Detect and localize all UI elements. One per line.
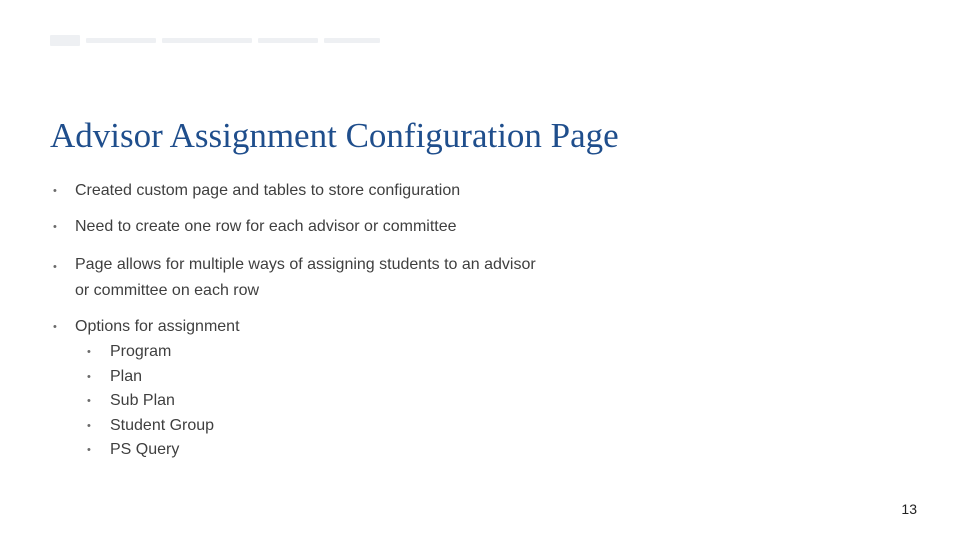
bullet-dot-icon: • (53, 185, 57, 197)
slide-title: Advisor Assignment Configuration Page (50, 116, 619, 155)
sub-bullet-item (75, 414, 613, 439)
sub-bullet-item (75, 389, 613, 414)
sub-bullet-text: Program (110, 343, 172, 360)
bullet-dot-icon: • (87, 444, 91, 456)
bullet-text: Created custom page and tables to store configuration (75, 182, 461, 199)
page-number: 13 (901, 501, 917, 517)
sub-bullet-list (75, 340, 613, 463)
sub-bullet-text: Student Group (110, 416, 215, 434)
sub-bullet-text: Plan (110, 367, 143, 385)
faded-logo-mark-icon (50, 34, 380, 48)
sub-bullet-text: PS Query (110, 441, 180, 458)
bullet-dot-icon: • (87, 395, 91, 407)
bullet-dot-icon: • (87, 419, 91, 432)
bullet-dot-icon: • (53, 321, 57, 333)
sub-bullet-item (75, 438, 613, 463)
bullet-dot-icon: • (87, 370, 91, 383)
sub-bullet-item (75, 340, 613, 365)
bullet-dot-icon: • (87, 346, 91, 358)
sub-bullet-text: Sub Plan (110, 392, 175, 409)
bullet-text: Need to create one row for each advisor or committee (75, 218, 457, 235)
sub-bullet-item (75, 365, 613, 390)
bullet-item (53, 216, 613, 238)
bullet-dot-icon: • (53, 221, 57, 233)
bullet-item (53, 252, 545, 304)
bullet-dot-icon: • (53, 261, 57, 273)
bullet-text: Page allows for multiple ways of assigning students to an advisor or committee on each row (75, 256, 536, 299)
bullet-list (53, 180, 613, 477)
bullet-text: Options for assignment (75, 318, 240, 335)
bullet-item (53, 316, 613, 463)
bullet-item (53, 180, 613, 202)
